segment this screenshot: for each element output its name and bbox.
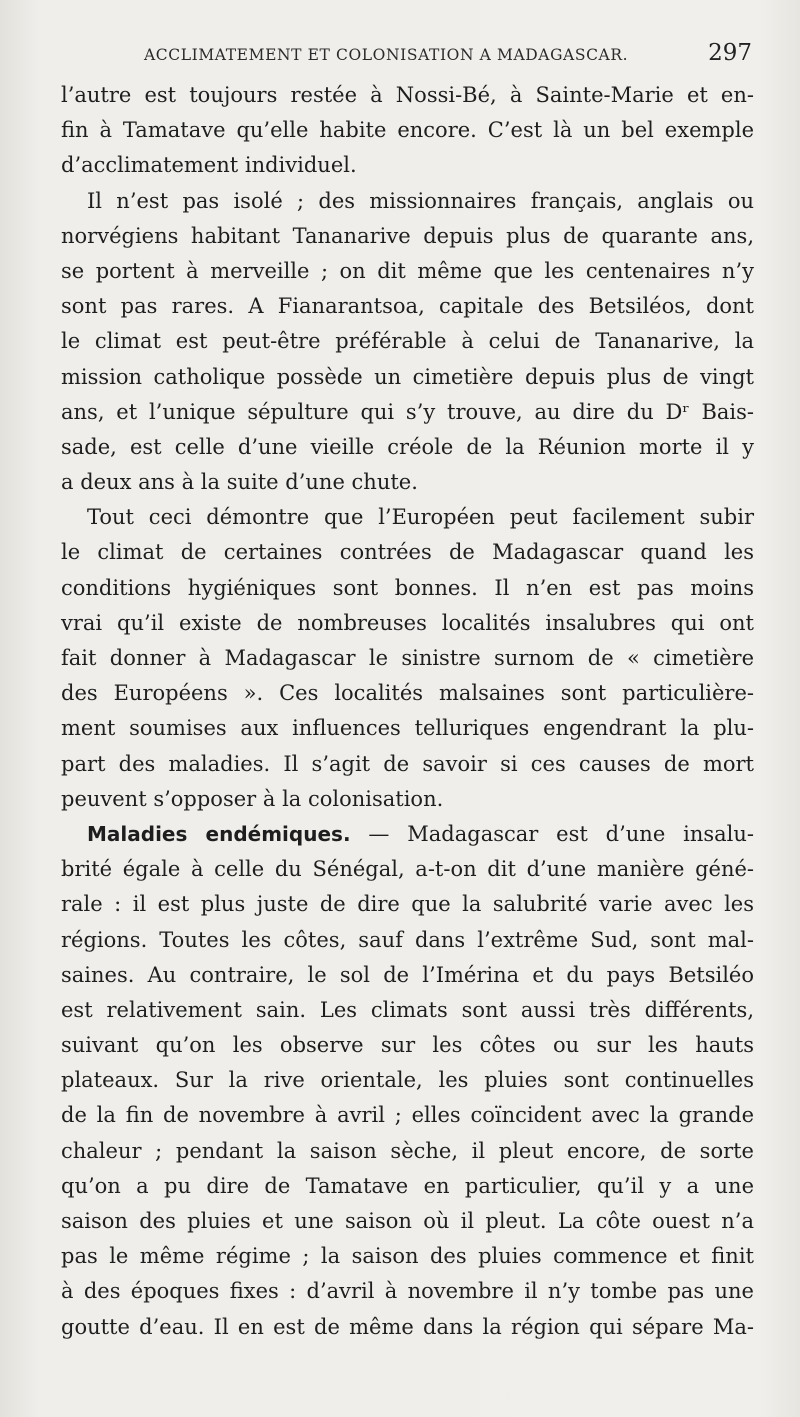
text-line: saison des pluies et une saison où il pleut. La côte ouest n’a <box>61 1209 754 1233</box>
text-line: se portent à merveille ; on dit même que les centenaires n’y <box>61 258 754 283</box>
text-line: goutte d’eau. Il en est de même dans la région qui sépare Ma- <box>61 1314 754 1339</box>
text-line: est relativement sain. Les climats sont aussi très différents, <box>61 997 754 1022</box>
text-line: a deux ans à la suite d’une chute. <box>61 470 418 495</box>
text-line: le climat de certaines contrées de Madagascar quand les <box>61 540 754 565</box>
text-line: des Européens ». Ces localités malsaines sont particulière- <box>61 681 754 706</box>
text-line: peuvent s’opposer à la colonisation. <box>61 786 444 811</box>
text-line: plateaux. Sur la rive orientale, les pluies sont continuelles <box>61 1068 754 1093</box>
text-line: conditions hygiéniques sont bonnes. Il n’en est pas moins <box>61 575 754 600</box>
text-line: fait donner à Madagascar le sinistre surnom de « cimetière <box>61 646 754 670</box>
section-heading: Maladies endémiques. <box>87 821 351 846</box>
text-line: suivant qu’on les observe sur les côtes ou sur les hauts <box>61 1033 754 1058</box>
text-line: qu’on a pu dire de Tamatave en particulier, qu’il y a une <box>61 1173 754 1198</box>
text-line: sade, est celle d’une vieille créole de la Réunion morte il y <box>61 434 754 459</box>
text-line: régions. Toutes les côtes, sauf dans l’extrême Sud, sont mal- <box>61 927 754 952</box>
text-line: brité égale à celle du Sénégal, a-t-on dit d’une manière géné- <box>61 857 754 882</box>
text-line: l’autre est toujours restée à Nossi-Bé, à Sainte-Marie et en- <box>61 83 754 107</box>
text-line: pas le même régime ; la saison des pluies commence et finit <box>61 1244 754 1269</box>
text-line: le climat est peut-être préférable à celui de Tananarive, la <box>61 329 754 354</box>
page-header <box>62 40 756 70</box>
body-text <box>61 78 754 1345</box>
text-line: à des époques fixes : d’avril à novembre il n’y tombe pas une <box>61 1279 754 1304</box>
section-heading-line: Maladies endémiques. — Madagascar est d’une insalu- <box>87 821 754 846</box>
text-line: mission catholique possède un cimetière depuis plus de vingt <box>61 364 754 389</box>
text-line: rale : il est plus juste de dire que la salubrité varie avec les <box>61 892 754 917</box>
text-line: ment soumises aux influences telluriques engendrant la plu- <box>61 716 754 741</box>
text-line: de la fin de novembre à avril ; elles coïncident avec la grande <box>61 1103 754 1128</box>
text-line: Tout ceci démontre que l’Européen peut facilement subir <box>87 505 754 530</box>
text-line: saines. Au contraire, le sol de l’Imérina et du pays Betsiléo <box>61 962 754 987</box>
text-line: vrai qu’il existe de nombreuses localités insalubres qui ont <box>61 610 754 635</box>
text-line: chaleur ; pendant la saison sèche, il pleut encore, de sorte <box>61 1138 754 1163</box>
running-head: ACCLIMATEMENT ET COLONISATION A MADAGASCAR. <box>144 46 629 64</box>
text-line: Il n’est pas isolé ; des missionnaires français, anglais ou <box>87 188 754 213</box>
text-line: part des maladies. Il s’agit de savoir si ces causes de mort <box>61 751 754 776</box>
text-line: d’acclimatement individuel. <box>61 153 357 178</box>
page-number: 297 <box>708 40 752 66</box>
text-line: ans, et l’unique sépulture qui s’y trouve, au dire du Dʳ Bais- <box>61 399 754 424</box>
text-line: fin à Tamatave qu’elle habite encore. C’est là un bel exemple <box>61 118 754 143</box>
text-line: norvégiens habitant Tananarive depuis plus de quarante ans, <box>61 223 754 248</box>
text-line: sont pas rares. A Fianarantsoa, capitale des Betsiléos, dont <box>61 294 754 319</box>
